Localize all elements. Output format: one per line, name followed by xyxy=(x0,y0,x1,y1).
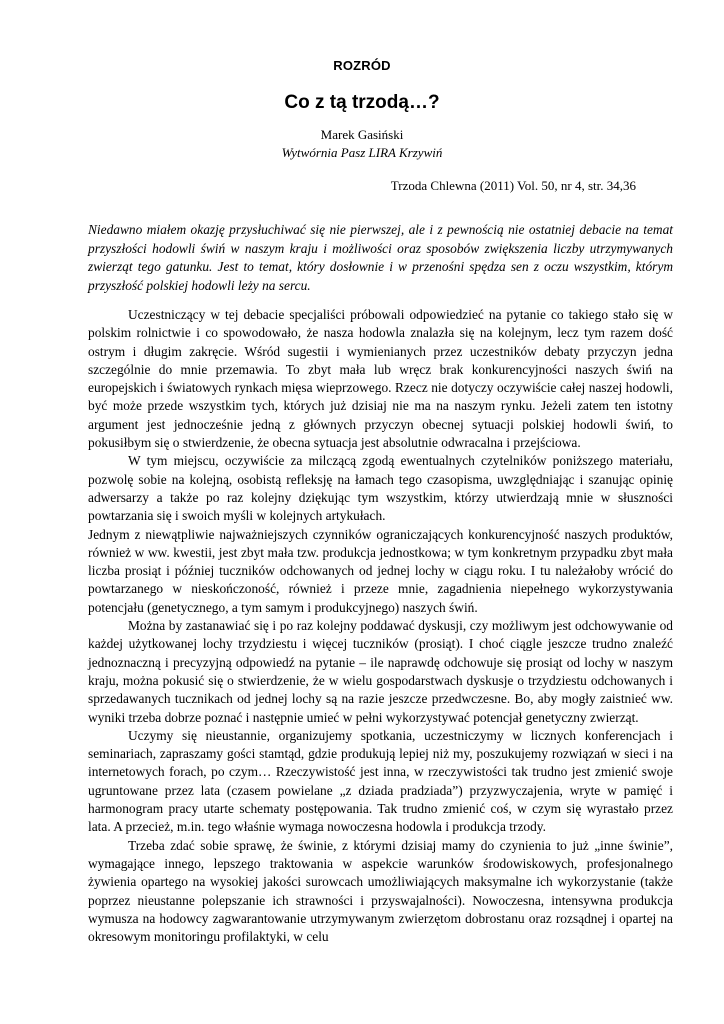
paragraph: W tym miejscu, oczywiście za milczącą zgodą ewentualnych czytelników poniższego materiału, pozwolę sobie na kolejną, osobistą refleksję na łamach tego czasopisma, uwzględniając i szanując opinię adwersarzy a także po raz kolejny dziękując tym wszystkim, którzy utwierdzają mnie w słuszności powtarzania się i swoich myśli w kolejnych artykułach. xyxy=(88,453,673,524)
paragraph: Trzeba zdać sobie sprawę, że świnie, z którymi dzisiaj mamy do czynienia to już „inne świnie”, wymagające innego, lepszego traktowania w aspekcie warunków środowiskowych, profesjonalnego żywienia opartego na wysokiej jakości surowcach umożliwiających maksymalne ich wykorzystanie (także poprzez nieustanne polepszanie ich strawności i przyswajalności). Nowoczesna, intensywna produkcja wymusza na hodowcy zagwarantowanie utrzymywanym zwierzętom dobrostanu oraz rozsądnej i opartej na okresowym monitoringu profilaktyki, w celu xyxy=(88,837,673,945)
paragraph: Uczymy się nieustannie, organizujemy spotkania, uczestniczymy w licznych konferencjach i seminariach, zapraszamy gości stamtąd, gdzie produkują lepiej niż my, poszukujemy rozwiązań w sieci i na internetowych forach, po czym… Rzeczywistość jest inna, w rzeczywistości tak trudno jest zmienić swoje ugruntowane przez lata (czasem powielane „z dziada pradziada”) przyzwyczajenia, wryte w pamięć i harmonogram pracy utarte schematy postępowania. Tak trudno zmienić coś, w czym się wyrastało przez lata. A przecież, m.in. tego właśnie wymaga nowoczesna hodowla i produkcja trzody. xyxy=(88,727,673,835)
article-body xyxy=(88,306,673,946)
article-title: Co z tą trzodą…? xyxy=(284,92,440,113)
author-affiliation: Wytwórnia Pasz LIRA Krzywiń xyxy=(281,145,443,160)
citation: Trzoda Chlewna (2011) Vol. 50, nr 4, str. 34,36 xyxy=(390,178,636,193)
author-name: Marek Gasiński xyxy=(320,127,404,142)
paragraph: Uczestniczący w tej debacie specjaliści próbowali odpowiedzieć na pytanie co takiego stało się w polskim rolnictwie i co spowodowało, że nasza hodowla znalazła się na kolejnym, lecz tym razem dość ostrym i długim zakręcie. Wśród sugestii i wymienianych przez uczestników debaty przyczyn jedna szczególnie do mnie przemawia. To zbyt mała lub wręcz brak konkurencyjności naszych świń na europejskich i światowych rynkach mięsa wieprzowego. Rzecz nie dotyczy oczywiście całej naszej hodowli, być może przede wszystkim tych, których już dzisiaj nie ma na naszym rynku. Jeżeli zatem ten istotny argument jest jednocześnie jedną z głównych przyczyn obecnej sytuacji polskiej hodowli świń, to pokusiłbym się o stwierdzenie, że obecna sytuacja jest absolutnie odwracalna i przejściowa. xyxy=(88,307,673,451)
abstract: Niedawno miałem okazję przysłuchiwać się nie pierwszej, ale i z pewnością nie ostatniej debacie na temat przyszłości hodowli świń w naszym kraju i możliwości oraz sposobów zwiększenia liczby utrzymywanych zwierząt tego gatunku. Jest to temat, który dosłownie i w przenośni spędza sen z oczu wszystkim, którym przyszłość polskiej hodowli leży na sercu. xyxy=(88,222,673,293)
paragraph: Można by zastanawiać się i po raz kolejny poddawać dyskusji, czy możliwym jest odchowywanie od każdej użytkowanej lochy trzydziestu i więcej tuczników (prosiąt). I choć ciągle jeszcze trudno znaleźć jednoznaczną i precyzyjną odpowiedź na pytanie – ile naprawdę odchowuje się prosiąt od lochy w naszym kraju, można pokusić się o stwierdzenie, że w wielu gospodarstwach dyskusje o trzydziestu odchowanych i sprzedawanych tucznikach od jednej lochy są na razie jeszcze przedwczesne. Bo, aby mogły zaistnieć ww. wyniki trzeba dobrze poznać i następnie umieć w pełni wykorzystywać potencjał genetyczny zwierząt. xyxy=(88,618,673,725)
paragraph: Jednym z niewątpliwie najważniejszych czynników ograniczających konkurencyjność naszych produktów, również w ww. kwestii, jest zbyt mała tzw. produkcja jednostkowa; w tym konkretnym przypadku zbyt mała liczba prosiąt i później tuczników odchowanych od jednej lochy w ciągu roku. I tu należałoby wrócić do powtarzanego w nieskończoność, również i przeze mnie, zagadnienia niepełnego wykorzystywania potencjału (genetycznego, a tym samym i produkcyjnego) naszych świń. xyxy=(88,526,673,615)
section-heading: ROZRÓD xyxy=(333,58,391,73)
